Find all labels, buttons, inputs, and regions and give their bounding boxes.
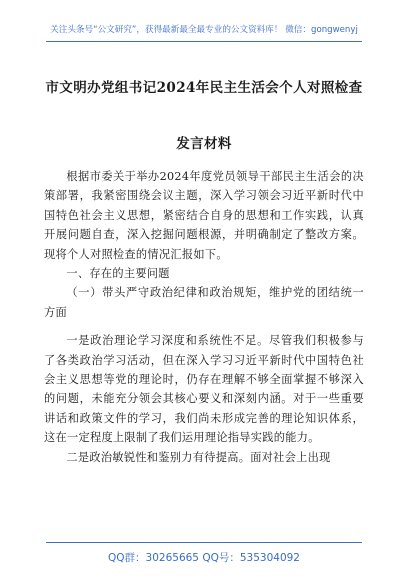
footer-divider: [46, 542, 362, 543]
contact-footer: [0, 542, 408, 566]
header-divider: [46, 41, 362, 42]
intro-paragraph: 根据市委关于举办2024年度党员领导干部民主生活会的决策部署，我紧密围绕会议主题，深入学习领会习近平新时代中国特色社会主义思想，紧密结合自身的思想和工作实践，认真开展问题自查，深入挖掘问题根源，并明确制定了整改方案。现将个人对照检查的情况汇报如下。: [44, 170, 364, 261]
promo-banner-text: 关注头条号“公文研究”，获得最新最全最专业的公文资料库！ 微信：gongwenyj: [50, 25, 358, 35]
section-heading: 一、存在的主要问题: [66, 267, 170, 281]
contact-text: QQ群：30265665 QQ号：535304092: [108, 552, 300, 564]
document-title: 市文明办党组书记2024年民主生活会个人对照检查发言材料: [45, 80, 363, 152]
promo-header: [0, 0, 408, 44]
body-paragraph: 一是政治理论学习深度和系统性不足。尽管我们积极参与了各类政治学习活动，但在深入学习习近平新时代中国特色社会主义思想等党的理论时，仍存在理解不够全面掌握不够深入的问题，未能充分领会其核心要义和深刻内涵。对于一些重要讲话和政策文件的学习，我们尚未形成完善的理论知识体系，这在一定程度上限制了我们运用理论指导实践的能力。: [44, 334, 364, 445]
body-paragraph: 二是政治敏锐性和鉴别力有待提高。面对社会上出现: [66, 450, 331, 464]
subsection-heading: （一）带头严守政治纪律和政治规矩，维护党的团结统一方面: [44, 286, 364, 319]
document-body: [44, 167, 364, 467]
